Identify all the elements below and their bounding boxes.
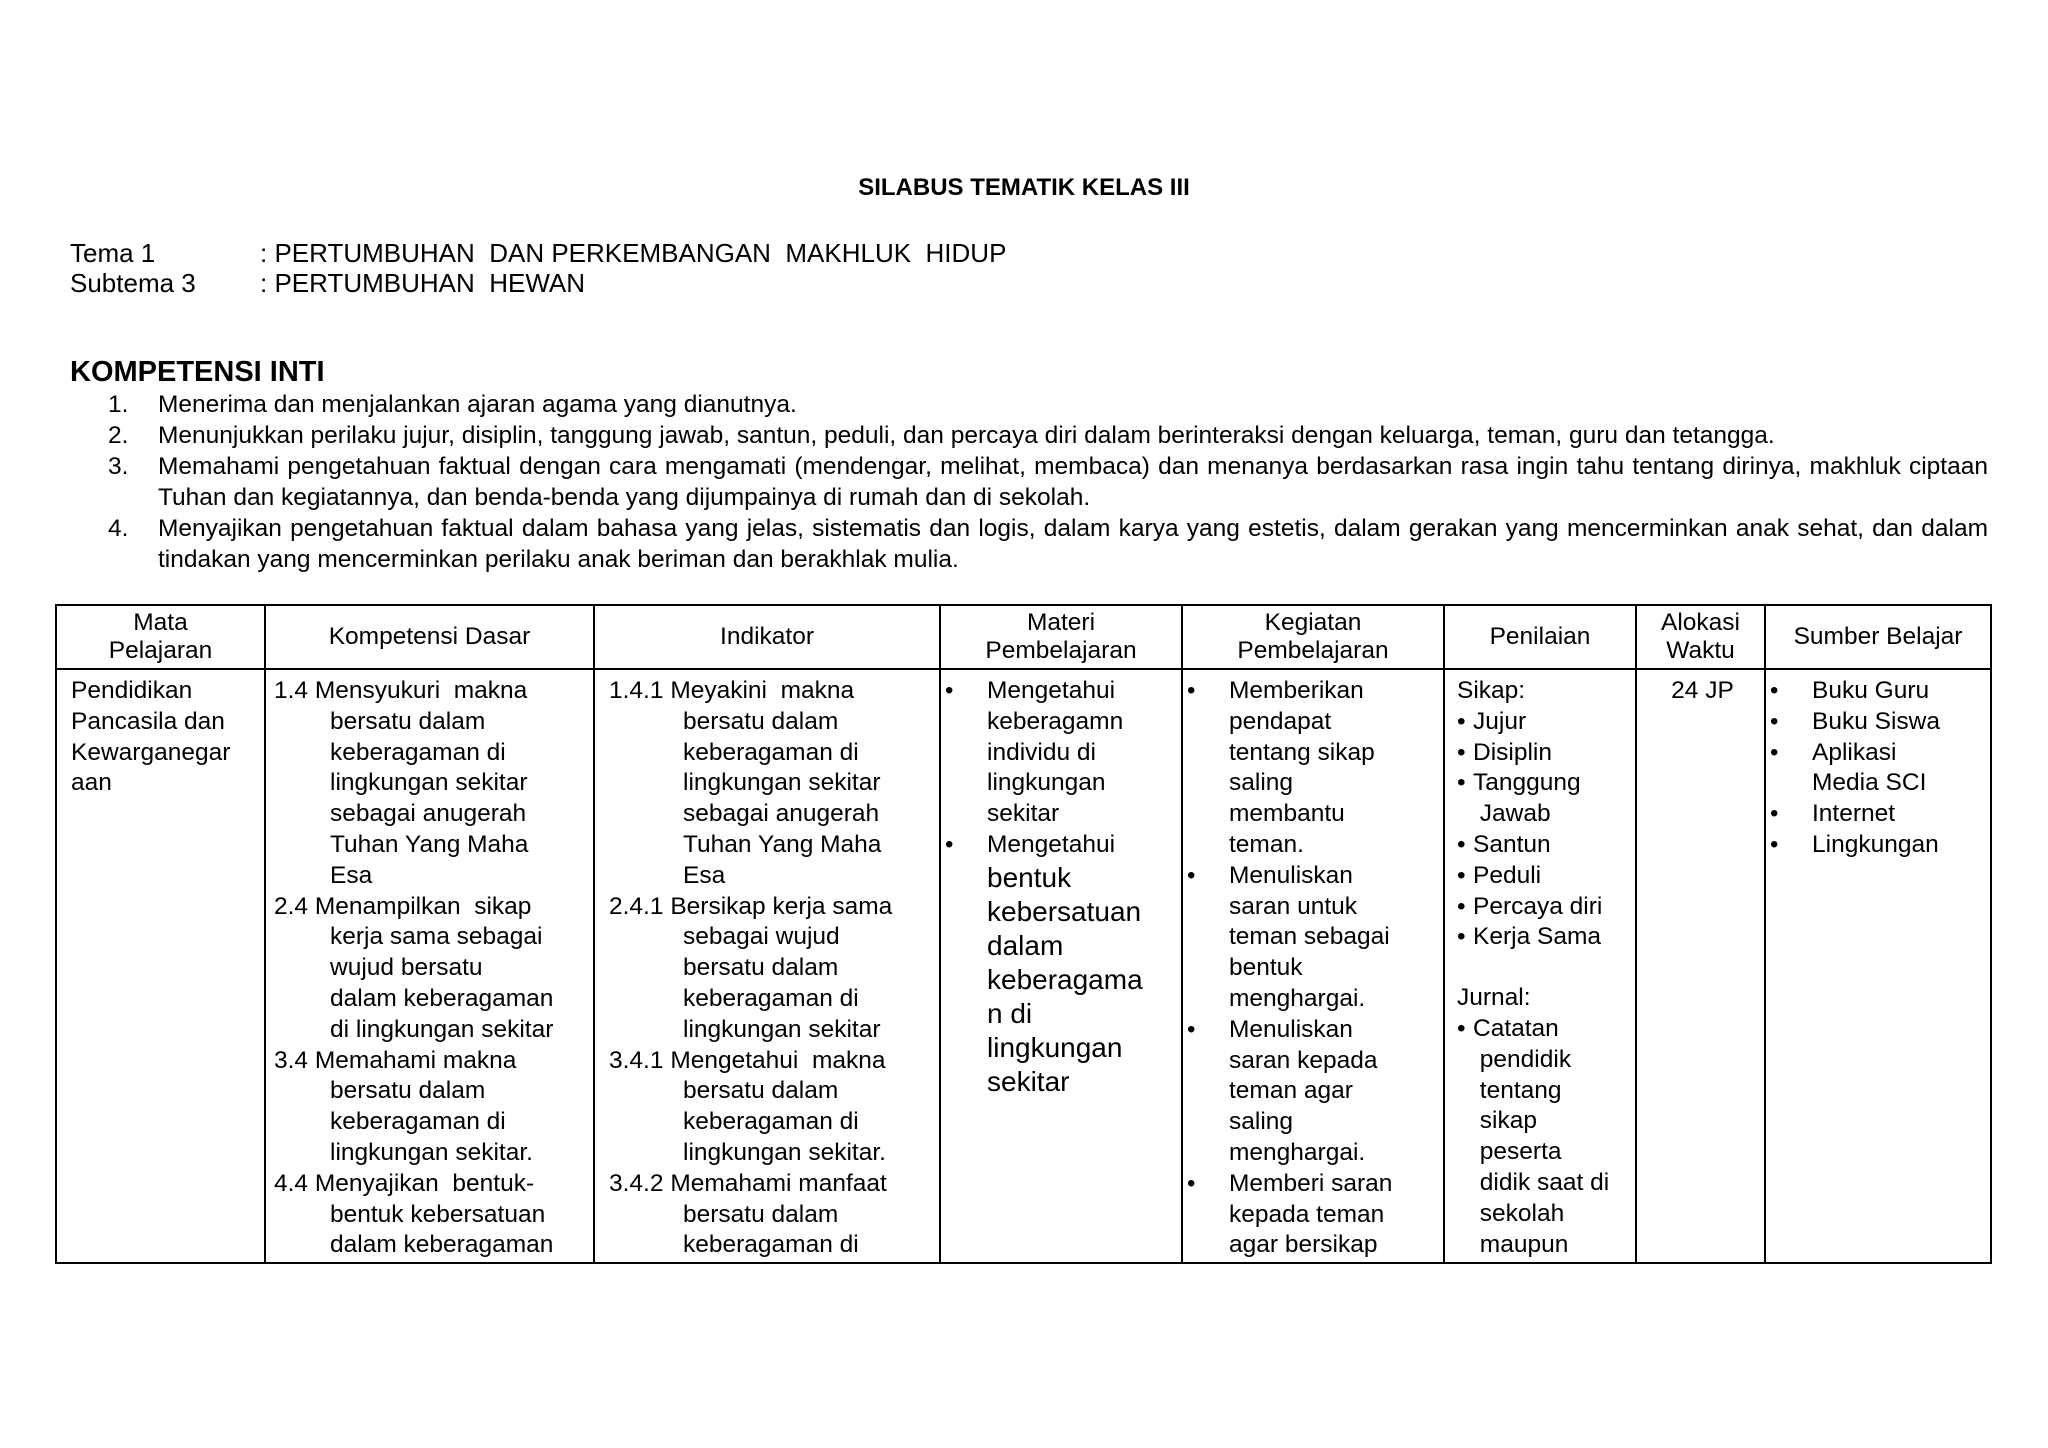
kompetensi-inti-heading: KOMPETENSI INTI [70,356,325,388]
penilaian-text: Kerja Sama [1473,923,1602,951]
mapel-line: Pancasila dan [71,707,225,735]
cell-indikator [594,669,940,1263]
kd-text: bentuk kebersatuan [330,1200,546,1228]
indikator-text: bersatu dalam [683,707,839,735]
penilaian-text: peserta [1473,1138,1562,1166]
penilaian-text: Percaya diri [1473,892,1603,920]
penilaian-text: didik saat di [1473,1168,1610,1196]
indikator-item [609,676,931,892]
indikator-first-line [609,676,931,707]
penilaian-item [1457,830,1627,861]
kd-text: keberagaman di [330,1108,506,1136]
header-indikator: Indikator [594,605,940,669]
kegiatan-line: teman. [1229,830,1304,858]
kd-text: kerja sama sebagai [330,923,543,951]
indikator-item [609,1169,931,1261]
kd-text: keberagaman di [330,738,506,766]
kd-text: Mensyukuri makna [314,677,528,704]
indikator-text: lingkungan sekitar [683,769,881,797]
table-header-row [56,605,1991,669]
tema-line [70,238,1006,268]
indikator-text: Memahami manfaat [670,1169,887,1197]
kd-first-line [274,676,585,707]
materi-line: bentuk [987,861,1072,893]
ki-item [108,513,1988,575]
bullet-icon: • [1457,738,1466,766]
indikator-text: Esa [683,861,726,889]
ki-text: Menyajikan pengetahuan faktual dalam bahasa yang jelas, sistematis dan logis, dalam karya yang estetis, dalam gerakan yang mencerminkan anak sehat, dan dalam tindakan yang mencerminkan perilaku anak beriman dan berakhlak mulia. [158,515,1988,573]
indikator-code: 1.4.1 [609,677,671,704]
ki-item [108,389,1988,420]
penilaian-text: Catatan [1473,1014,1559,1042]
kd-text: bersatu dalam [330,1077,486,1105]
materi-item [941,861,1173,1099]
bullet-icon: • [1457,892,1466,920]
sumber-item [1766,738,1982,800]
bullet-icon: • [1457,1014,1466,1042]
kegiatan-line: • Memberi saran [1229,1169,1393,1197]
bullet-icon: • [1457,707,1466,735]
kegiatan-line: menghargai. [1229,984,1366,1012]
kegiatan-line: teman agar [1229,1077,1353,1105]
indikator-text: Meyakini makna [670,677,855,704]
materi-line: • Mengetahui [987,830,1116,858]
penilaian-jurnal-label: Jurnal: [1457,984,1531,1012]
penilaian-item [1457,892,1627,923]
mapel-line: Kewarganegar [71,738,231,766]
ki-number: 2. [108,422,129,449]
materi-item [941,676,1173,830]
kegiatan-line: bentuk [1229,954,1303,982]
kegiatan-line: menghargai. [1229,1138,1366,1166]
kegiatan-item [1183,676,1435,861]
header-mata-pelajaran: Mata Pelajaran [56,605,265,669]
penilaian-text: tentang [1473,1076,1562,1104]
kegiatan-line: membantu [1229,800,1345,828]
kd-text: dalam keberagaman [330,984,554,1012]
penilaian-text: Peduli [1473,861,1542,889]
bullet-icon: • [1457,923,1466,951]
indikator-code: 2.4.1 [609,892,671,920]
kegiatan-line: • Menuliskan [1229,861,1353,889]
indikator-text: Bersikap kerja sama [670,892,893,920]
cell-penilaian [1444,669,1636,1263]
penilaian-text: pendidik [1473,1045,1572,1073]
indikator-text: bersatu dalam [683,1200,839,1228]
header-sumber-belajar: Sumber Belajar [1765,605,1991,669]
header-penilaian: Penilaian [1444,605,1636,669]
penilaian-text: Jawab [1473,800,1551,828]
tema-value: : PERTUMBUHAN DAN PERKEMBANGAN MAKHLUK HIDUP [260,238,1007,268]
indikator-code: 3.4.2 [609,1169,671,1197]
materi-line: n di [987,997,1033,1029]
penilaian-text: sikap [1473,1107,1538,1135]
kd-item [274,1169,585,1261]
kegiatan-line: saran kepada [1229,1046,1378,1074]
alokasi-value: 24 JP [1671,677,1734,704]
kegiatan-line: agar bersikap [1229,1231,1378,1259]
table-row [56,669,1991,1263]
kegiatan-item [1183,1169,1435,1261]
indikator-text: keberagaman di [683,1231,859,1259]
kegiatan-item [1183,861,1435,1015]
kegiatan-line: saling [1229,769,1294,797]
penilaian-text: maupun [1473,1230,1569,1258]
kd-text: lingkungan sekitar [330,769,528,797]
cell-materi-pembelajaran [940,669,1182,1263]
penilaian-item [1457,707,1627,738]
header-kegiatan-pembelajaran: Kegiatan Pembelajaran [1182,605,1444,669]
header-kompetensi-dasar: Kompetensi Dasar [265,605,594,669]
kegiatan-line: teman sebagai [1229,923,1390,951]
penilaian-text: Disiplin [1473,738,1552,766]
ki-number: 4. [108,515,129,542]
indikator-item [609,1046,931,1169]
subtema-label: Subtema 3 [70,268,196,298]
penilaian-item [1457,861,1627,892]
mapel-line: Pendidikan [71,677,193,704]
kd-item [274,892,585,1046]
indikator-text: lingkungan sekitar [683,1015,881,1043]
cell-alokasi-waktu [1636,669,1765,1263]
materi-line: sekitar [987,1065,1070,1097]
indikator-item [609,892,931,1046]
kd-item [274,1046,585,1169]
ki-item [108,420,1988,451]
indikator-text: bersatu dalam [683,954,839,982]
sumber-line: • Lingkungan [1812,830,1939,858]
penilaian-text: Jujur [1473,707,1527,735]
sumber-item [1766,707,1982,738]
penilaian-text: sekolah [1473,1199,1565,1227]
indikator-text: sebagai wujud [683,923,840,951]
materi-line: keberagamn [987,707,1124,735]
subtema-line [70,268,585,298]
kegiatan-item [1183,1015,1435,1169]
materi-line: individu di [987,738,1096,766]
bullet-icon: • [1457,769,1466,797]
kegiatan-line: • Memberikan [1229,677,1364,704]
materi-line: dalam [987,929,1064,961]
materi-line: keberagama [987,963,1143,995]
cell-kegiatan-pembelajaran [1182,669,1444,1263]
ki-item [108,451,1988,513]
materi-line: lingkungan [987,769,1106,797]
header-alokasi-waktu: Alokasi Waktu [1636,605,1765,669]
ki-text: Memahami pengetahuan faktual dengan cara mengamati (mendengar, melihat, membaca) dan menanya berdasarkan rasa ingin tahu tentang dirinya, makhluk ciptaan Tuhan dan kegiatannya, dan benda-benda yang dijumpainya di rumah dan di sekolah. [158,453,1988,511]
indikator-first-line [609,1046,931,1077]
indikator-text: Tuhan Yang Maha [683,830,882,858]
mapel-line: aan [71,769,112,797]
sumber-line: • Internet [1812,800,1896,828]
bullet-icon: • [1457,830,1466,858]
kd-text: lingkungan sekitar. [330,1138,533,1166]
ki-text: Menerima dan menjalankan ajaran agama yang dianutnya. [158,391,797,418]
kd-text: Menyajikan bentuk- [314,1169,535,1197]
materi-line: lingkungan [987,1031,1123,1063]
header-materi-pembelajaran: Materi Pembelajaran [940,605,1182,669]
kd-text: bersatu dalam [330,707,486,735]
kd-text: Esa [330,861,373,889]
kegiatan-line: kepada teman [1229,1200,1385,1228]
materi-line: sekitar [987,800,1060,828]
penilaian-item [1457,768,1627,830]
kd-text: wujud bersatu [330,954,483,982]
kd-text: sebagai anugerah [330,800,527,828]
indikator-code: 3.4.1 [609,1046,671,1074]
tema-label: Tema 1 [70,238,156,268]
indikator-text: Mengetahui makna [670,1046,886,1074]
materi-line: • Mengetahui [987,677,1116,704]
indikator-first-line [609,1169,931,1200]
kd-text: di lingkungan sekitar [330,1015,554,1043]
materi-line: kebersatuan [987,895,1142,927]
kegiatan-line: tentang sikap [1229,738,1375,766]
penilaian-sikap-label: Sikap: [1457,677,1526,704]
sumber-line: • Buku Guru [1812,677,1930,704]
kd-code: 1.4 [274,677,315,704]
sumber-line: Media SCI [1812,769,1927,797]
bullet-icon: • [1457,861,1466,889]
subtema-value: : PERTUMBUHAN HEWAN [260,268,586,298]
document-title: SILABUS TEMATIK KELAS III [858,174,1190,201]
cell-sumber-belajar [1765,669,1991,1263]
kegiatan-line: • Menuliskan [1229,1015,1353,1043]
ki-number: 3. [108,453,129,480]
kd-text: dalam keberagaman [330,1231,554,1259]
sumber-item [1766,676,1982,707]
ki-number: 1. [108,391,129,418]
indikator-text: bersatu dalam [683,1077,839,1105]
indikator-text: sebagai anugerah [683,800,880,828]
kegiatan-line: pendapat [1229,707,1332,735]
kd-first-line [274,1046,585,1077]
indikator-text: keberagaman di [683,1108,859,1136]
kd-text: Menampilkan sikap [314,892,532,920]
sumber-item [1766,799,1982,830]
kd-code: 3.4 [274,1046,315,1074]
kegiatan-line: saran untuk [1229,892,1358,920]
sumber-item [1766,830,1982,861]
silabus-table [55,604,1992,1264]
kd-first-line [274,892,585,923]
kd-text: Memahami makna [314,1046,517,1074]
sumber-line: • Aplikasi [1812,738,1897,766]
ki-text: Menunjukkan perilaku jujur, disiplin, tanggung jawab, santun, peduli, dan percaya diri dalam berinteraksi dengan keluarga, teman, guru dan tetangga. [158,422,1775,449]
sumber-line: • Buku Siswa [1812,707,1941,735]
kd-first-line [274,1169,585,1200]
indikator-text: lingkungan sekitar. [683,1138,886,1166]
indikator-first-line [609,892,931,923]
penilaian-item [1457,738,1627,769]
indikator-text: keberagaman di [683,984,859,1012]
cell-kompetensi-dasar [265,669,594,1263]
penilaian-item [1457,1014,1627,1260]
kompetensi-inti-list [108,389,1988,575]
indikator-text: keberagaman di [683,738,859,766]
penilaian-gap [1457,953,1627,983]
kegiatan-line: saling [1229,1108,1294,1136]
kd-code: 4.4 [274,1169,315,1197]
kd-code: 2.4 [274,892,315,920]
kd-item [274,676,585,892]
kd-text: Tuhan Yang Maha [330,830,529,858]
penilaian-text: Santun [1473,830,1551,858]
materi-item [941,830,1173,861]
penilaian-item [1457,922,1627,953]
cell-mata-pelajaran [56,669,265,1263]
penilaian-text: Tanggung [1473,769,1581,797]
